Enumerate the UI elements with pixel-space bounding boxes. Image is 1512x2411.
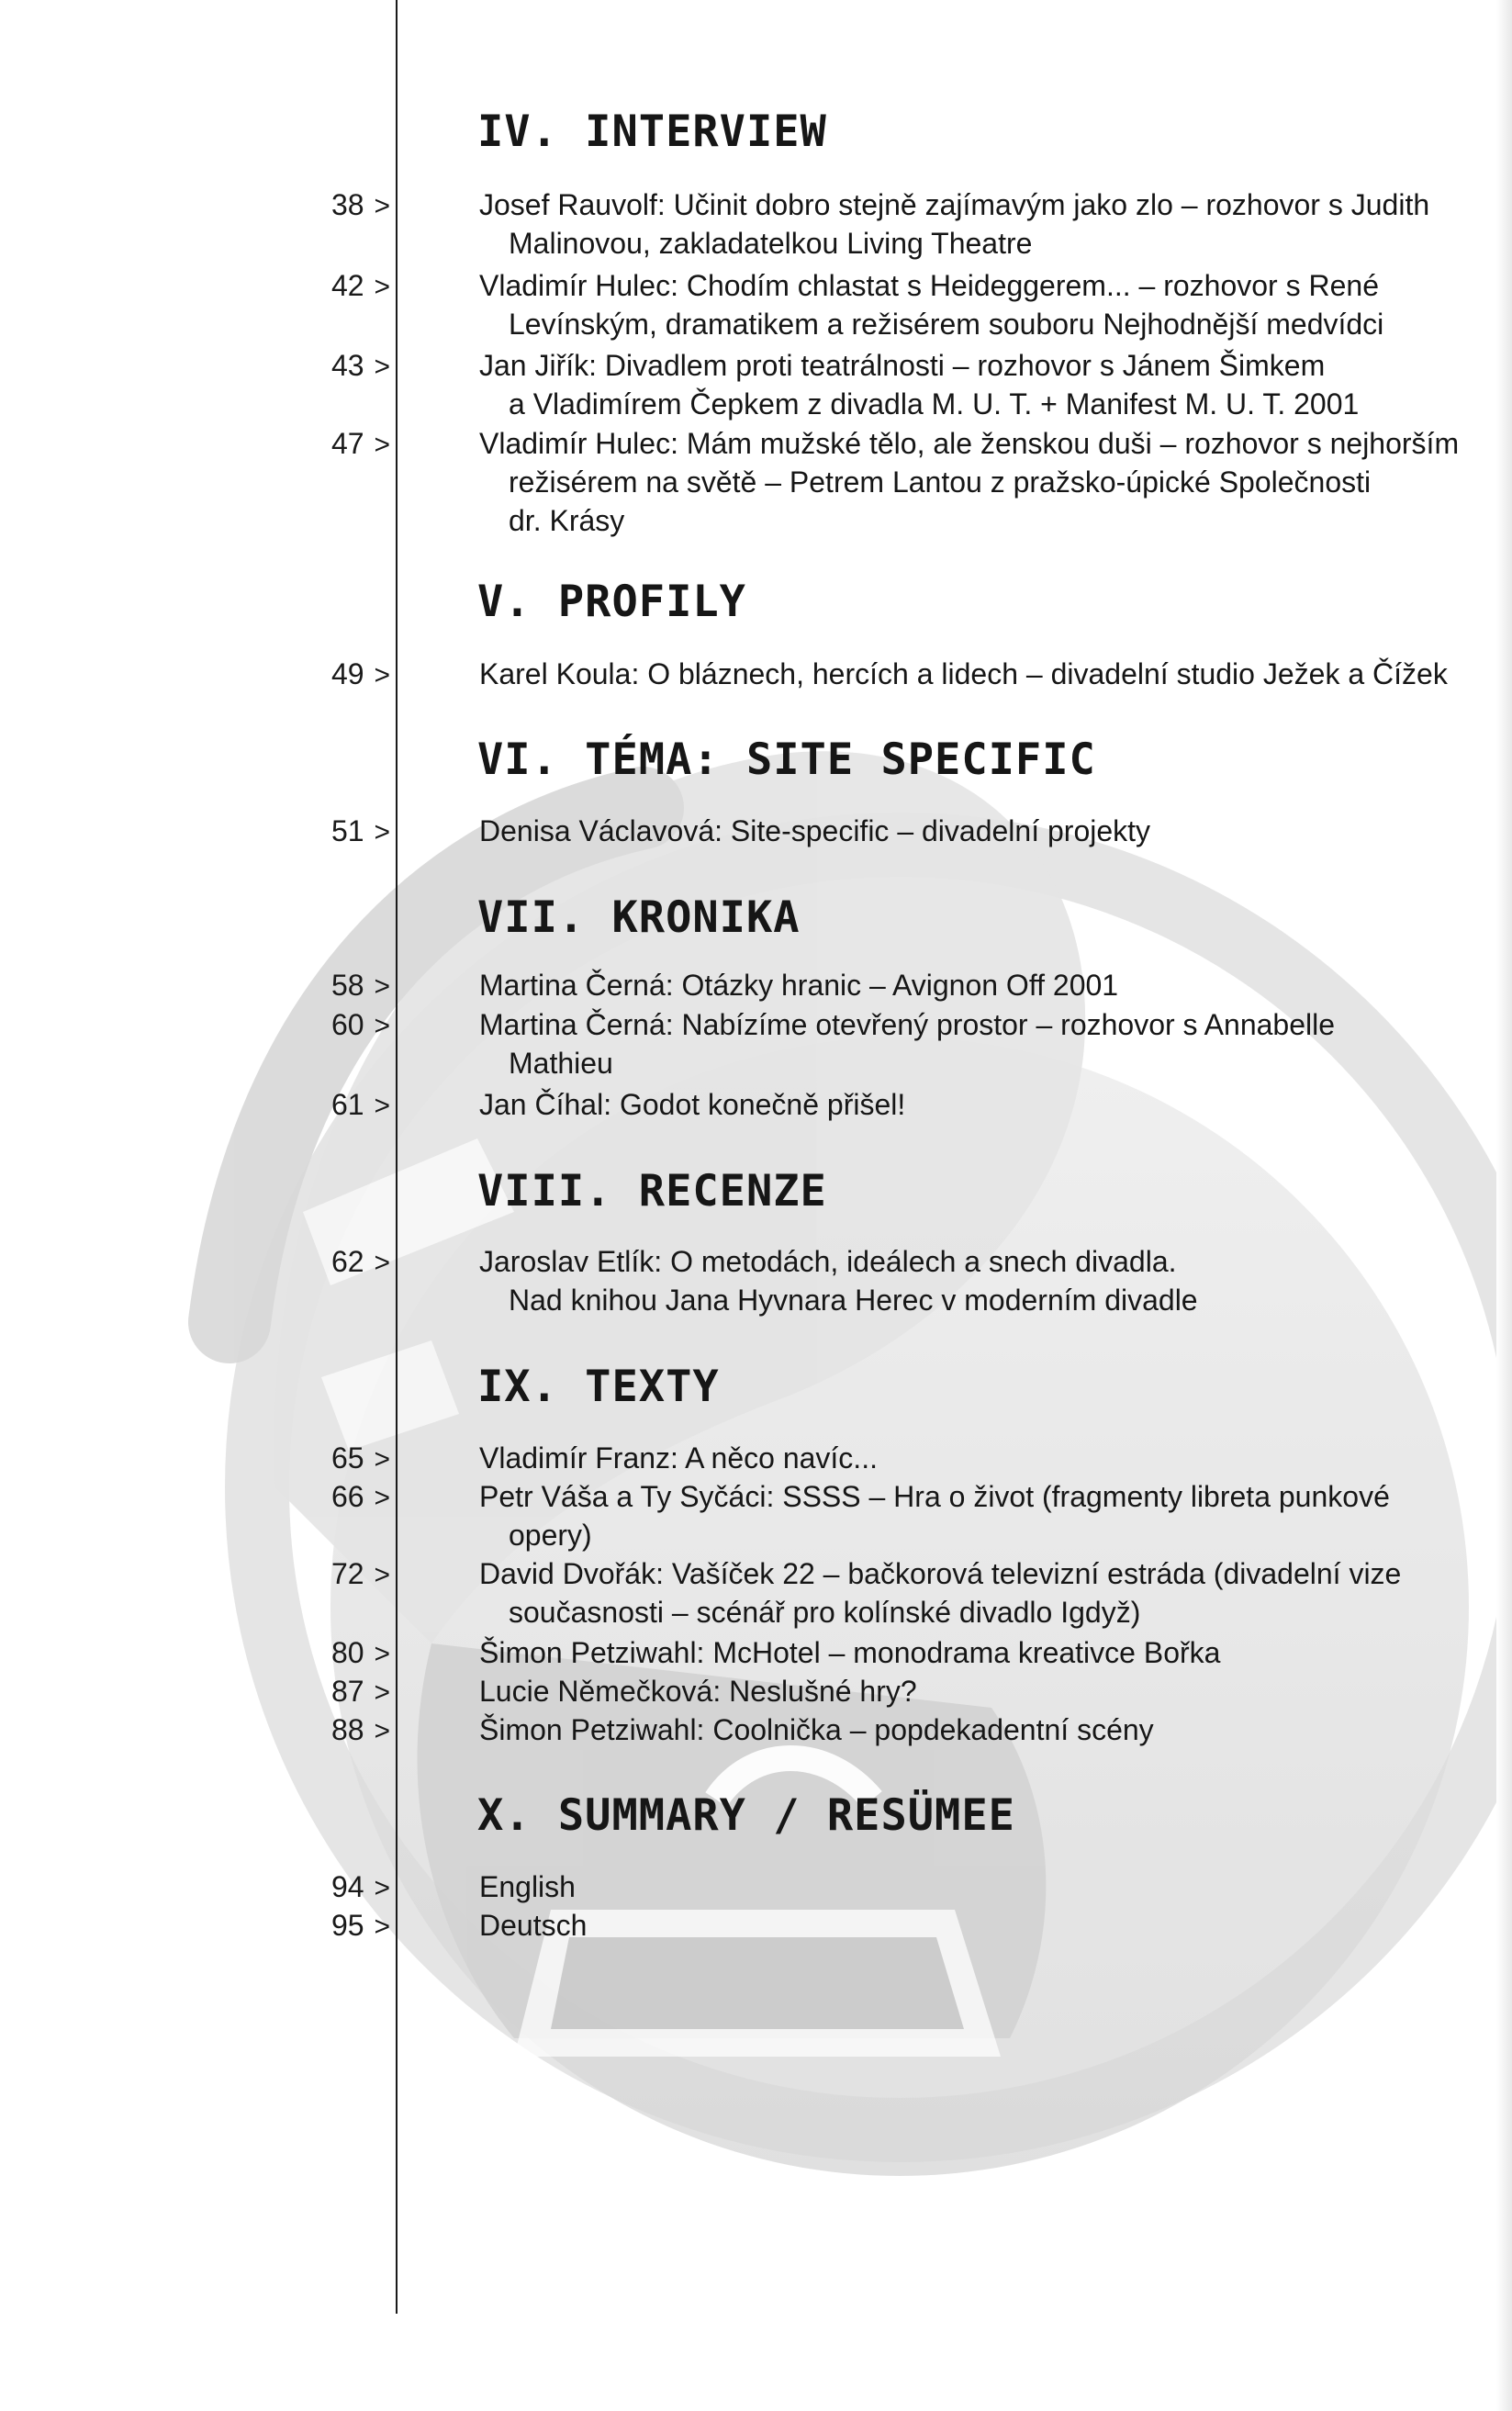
toc-entry[interactable] (479, 1554, 1507, 1632)
page-number (275, 424, 390, 465)
entry-title-continued: režisérem na světě – Petrem Lantou z pražsko-úpické Společnosti (509, 465, 1372, 499)
page-number-value: 51 (330, 814, 364, 847)
page-number-value: 72 (330, 1557, 364, 1590)
entry-title: Jan Číhal: Godot konečně přišel! (479, 1088, 906, 1121)
toc-entry[interactable] (479, 1005, 1507, 1082)
toc-entry[interactable] (479, 1710, 1507, 1749)
entry-title-continued: Malinovou, zakladatelkou Living Theatre (509, 227, 1033, 260)
entry-title: Martina Černá: Otázky hranic – Avignon Off 2001 (479, 969, 1119, 1002)
page-number-value: 47 (330, 427, 364, 460)
page-number (275, 266, 390, 307)
page-marker: > (374, 1560, 390, 1590)
page-number (275, 1085, 390, 1126)
page-marker: > (374, 191, 390, 221)
toc-entry[interactable] (479, 1906, 1507, 1945)
page-number-value: 80 (330, 1636, 364, 1669)
toc-entry[interactable] (479, 1439, 1507, 1477)
toc-entry[interactable] (479, 1867, 1507, 1906)
entry-title: David Dvořák: Vašíček 22 – bačkorová televizní estráda (divadelní vize (479, 1557, 1402, 1590)
toc-entry[interactable] (479, 185, 1507, 263)
entry-title: Jan Jiřík: Divadlem proti teatrálnosti – rozhovor s Jánem Šimkem (479, 349, 1326, 382)
page-number-value: 61 (330, 1088, 364, 1121)
page-number-value: 43 (330, 349, 364, 382)
entry-title: Vladimír Hulec: Chodím chlastat s Heideggerem... – rozhovor s René (479, 269, 1379, 302)
entry-title-continued: a Vladimírem Čepkem z divadla M. U. T. + Manifest M. U. T. 2001 (509, 387, 1360, 421)
page-number-value: 58 (330, 969, 364, 1002)
section-heading-recenze: VIII. RECENZE (477, 1166, 827, 1217)
page-marker: > (374, 1011, 390, 1041)
page-marker: > (374, 971, 390, 1002)
page-marker: > (374, 272, 390, 302)
page-marker: > (374, 1248, 390, 1278)
page-number (275, 1710, 390, 1751)
toc-entry[interactable] (479, 346, 1507, 423)
page-number-rule (396, 0, 398, 2314)
page-number (275, 1477, 390, 1518)
toc-entry[interactable] (479, 1633, 1507, 1672)
page-number-value: 95 (330, 1909, 364, 1942)
page-marker: > (374, 430, 390, 460)
section-heading-texty: IX. TEXTY (477, 1362, 720, 1412)
page-number (275, 1005, 390, 1046)
page-number (275, 812, 390, 852)
entry-title: Martina Černá: Nabízíme otevřený prostor – rozhovor s Annabelle (479, 1008, 1336, 1041)
entry-title: Josef Rauvolf: Učinit dobro stejně zajímavým jako zlo – rozhovor s Judith (479, 188, 1430, 221)
page-number-value: 88 (330, 1713, 364, 1746)
entry-title: English (479, 1870, 576, 1903)
entry-title-continued: opery) (509, 1519, 592, 1552)
page-number-value: 49 (330, 657, 364, 690)
page-number (275, 1633, 390, 1674)
page-marker: > (374, 660, 390, 690)
section-heading-profily: V. PROFILY (477, 577, 746, 627)
page-marker: > (374, 1091, 390, 1121)
toc-entry[interactable] (479, 1477, 1507, 1554)
entry-title: Šimon Petziwahl: McHotel – monodrama kreativce Bořka (479, 1636, 1221, 1669)
toc-entry[interactable] (479, 1672, 1507, 1710)
page-number (275, 655, 390, 695)
toc-entry[interactable] (479, 1242, 1507, 1319)
page-marker: > (374, 1716, 390, 1746)
page-number-value: 94 (330, 1870, 364, 1903)
page-number (275, 1672, 390, 1712)
page-number (275, 1867, 390, 1908)
entry-title-continued: dr. Krásy (509, 504, 625, 537)
section-heading-tema: VI. TÉMA: SITE SPECIFIC (477, 735, 1096, 785)
page-marker: > (374, 1639, 390, 1669)
page-number-value: 42 (330, 269, 364, 302)
page-number-value: 87 (330, 1675, 364, 1708)
page-number (275, 1906, 390, 1946)
entry-title: Karel Koula: O bláznech, hercích a lidech – divadelní studio Ježek a Čížek (479, 657, 1448, 690)
toc-entry[interactable] (479, 812, 1507, 850)
entry-title-continued: Nad knihou Jana Hyvnara Herec v moderním divadle (509, 1284, 1198, 1317)
page-number (275, 346, 390, 387)
page-marker: > (374, 1873, 390, 1903)
toc-entry[interactable] (479, 424, 1507, 540)
page-marker: > (374, 1677, 390, 1708)
entry-title: Vladimír Franz: A něco navíc... (479, 1441, 878, 1475)
entry-title-continued: Levínským, dramatikem a režisérem souboru Nejhodnější medvídci (509, 308, 1384, 341)
page-marker: > (374, 1444, 390, 1475)
entry-title: Šimon Petziwahl: Coolnička – popdekadentní scény (479, 1713, 1154, 1746)
entry-title: Jaroslav Etlík: O metodách, ideálech a snech divadla. (479, 1245, 1177, 1278)
page-marker: > (374, 1912, 390, 1942)
page-marker: > (374, 817, 390, 847)
entry-title: Petr Váša a Ty Syčáci: SSSS – Hra o život (fragmenty libreta punkové (479, 1480, 1390, 1513)
page-number (275, 1554, 390, 1595)
section-heading-kronika: VII. KRONIKA (477, 892, 801, 943)
section-heading-summary: X. SUMMARY / RESÜMEE (477, 1790, 1015, 1841)
page-marker: > (374, 352, 390, 382)
entry-title: Vladimír Hulec: Mám mužské tělo, ale ženskou duši – rozhovor s nejhorším (479, 427, 1460, 460)
entry-title: Lucie Němečková: Neslušné hry? (479, 1675, 917, 1708)
section-heading-interview: IV. INTERVIEW (477, 107, 827, 157)
toc-entry[interactable] (479, 655, 1507, 693)
page-number-value: 66 (330, 1480, 364, 1513)
page-number (275, 1242, 390, 1283)
entry-title-continued: současnosti – scénář pro kolínské divadlo Igdyž) (509, 1596, 1141, 1629)
page-number-value: 65 (330, 1441, 364, 1475)
page-number (275, 185, 390, 226)
page-marker: > (374, 1483, 390, 1513)
page-number-value: 60 (330, 1008, 364, 1041)
toc-entry[interactable] (479, 966, 1507, 1004)
page-number (275, 966, 390, 1006)
entry-title: Denisa Václavová: Site-specific – divadelní projekty (479, 814, 1151, 847)
page-number (275, 1439, 390, 1479)
toc-entry[interactable] (479, 1085, 1507, 1124)
page-number-value: 38 (330, 188, 364, 221)
page-number-value: 62 (330, 1245, 364, 1278)
entry-title: Deutsch (479, 1909, 588, 1942)
entry-title-continued: Mathieu (509, 1047, 613, 1080)
toc-entry[interactable] (479, 266, 1507, 343)
